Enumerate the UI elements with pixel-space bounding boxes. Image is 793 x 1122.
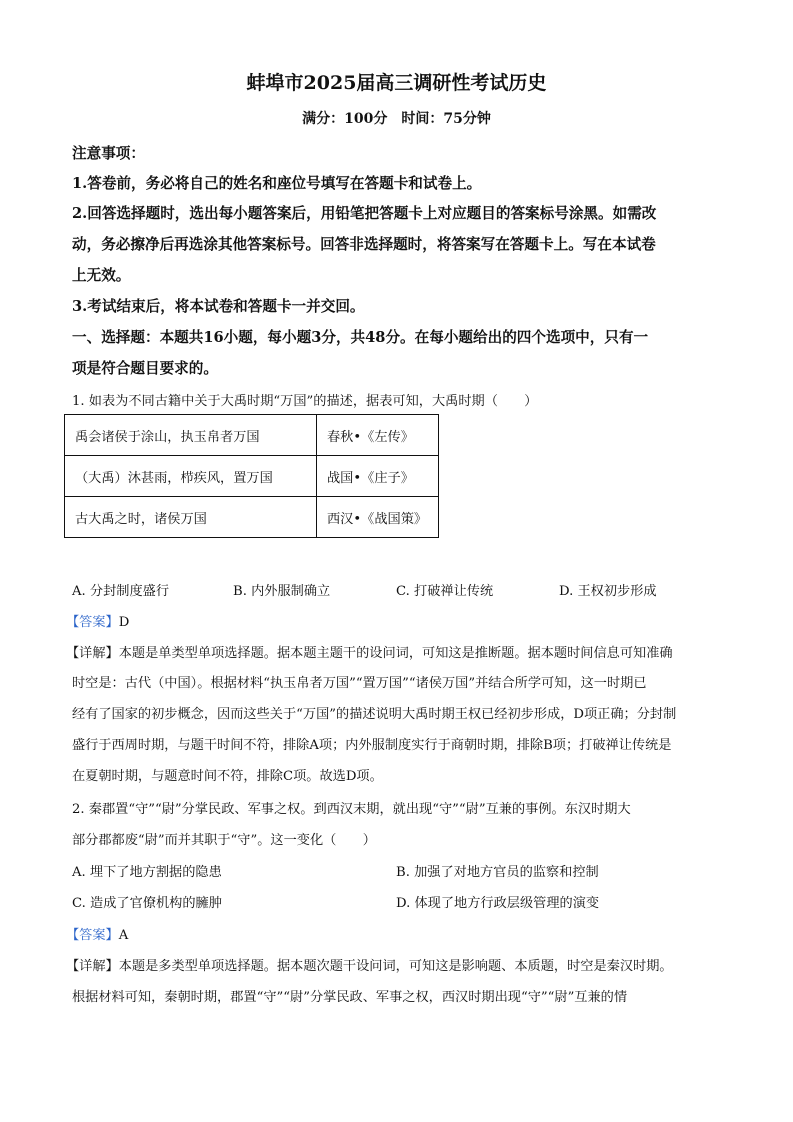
q1-answer <box>66 611 129 630</box>
q1-detail-line-1: 【详解】本题是单类型单项选择题。据本题主题干的设问词，可知这是推断题。据本题时间信息可知准确 <box>66 646 673 661</box>
notice-item-3: 3.考试结束后，将本试卷和答题卡一并交回。 <box>72 298 365 315</box>
section-1-line-1: 一、选择题：本题共16小题，每小题3分，共48分。在每小题给出的四个选项中，只有一 <box>72 329 649 346</box>
q2-stem-line-1: 2. 秦郡置“守”“尉”分掌民政、军事之权。到西汉末期，就出现“守”“尉”互兼的事例。东汉时期大 <box>72 802 631 817</box>
q1-option-a: A. 分封制度盛行 <box>72 584 170 599</box>
notice-item-2-line-1: 2.回答选择题时，选出每小题答案后，用铅笔把答题卡上对应题目的答案标号涂黑。如需改 <box>72 205 657 222</box>
table-cell: 战国•《庄子》 <box>317 456 439 497</box>
answer-value: D <box>118 615 130 630</box>
answer-value: A <box>118 928 129 943</box>
q2-detail-line-2: 根据材料可知，秦朝时期，郡置“守”“尉”分掌民政、军事之权，西汉时期出现“守”“尉”互兼的情 <box>72 990 628 1005</box>
q1-detail-line-5: 在夏朝时期，与题意时间不符，排除C项。故选D项。 <box>72 769 383 784</box>
table-cell: 西汉•《战国策》 <box>317 497 439 538</box>
q1-detail-line-3: 经有了国家的初步概念，因而这些关于“万国”的描述说明大禹时期王权已经初步形成，D项正确；分封制 <box>72 707 677 722</box>
notice-item-2-line-3: 上无效。 <box>72 267 131 284</box>
q2-option-d: D. 体现了地方行政层级管理的演变 <box>396 896 600 911</box>
q1-detail-line-4: 盛行于西周时期，与题干时间不符，排除A项；内外服制度实行于商朝时期，排除B项；打破禅让传统是 <box>72 738 672 753</box>
q2-option-b: B. 加强了对地方官员的监察和控制 <box>396 865 599 880</box>
answer-label: 【答案】 <box>66 928 119 943</box>
answer-label: 【答案】 <box>66 615 119 630</box>
table-cell: （大禹）沐甚雨，栉疾风，置万国 <box>65 456 317 497</box>
q2-option-c: C. 造成了官僚机构的臃肿 <box>72 896 222 911</box>
detail-label: 【详解】 <box>66 959 119 974</box>
q1-table <box>64 414 439 538</box>
table-cell: 古大禹之时，诸侯万国 <box>65 497 317 538</box>
q2-option-a: A. 埋下了地方割据的隐患 <box>72 865 222 880</box>
notice-item-2-line-2: 动，务必擦净后再选涂其他答案标号。回答非选择题时，将答案写在答题卡上。写在本试卷 <box>72 236 656 253</box>
section-1-line-2: 项是符合题目要求的。 <box>72 360 218 377</box>
q2-detail-line-1: 【详解】本题是多类型单项选择题。据本题次题干设问词，可知这是影响题、本质题，时空是秦汉时期。 <box>66 959 673 974</box>
notice-heading: 注意事项： <box>72 145 145 162</box>
table-row <box>65 456 439 497</box>
exam-score-time: 满分：100分 时间：75分钟 <box>302 111 491 127</box>
notice-item-1: 1.答卷前，务必将自己的姓名和座位号填写在答题卡和试卷上。 <box>72 175 482 192</box>
q1-detail-line-2: 时空是：古代（中国）。根据材料“执玉帛者万国”“置万国”“诸侯万国”并结合所学可知，这一时期已 <box>72 676 647 691</box>
table-row <box>65 415 439 456</box>
q1-option-b: B. 内外服制确立 <box>233 584 331 599</box>
q2-stem-line-2: 部分郡都废“尉”而并其职于“守”。这一变化（ ） <box>72 833 376 848</box>
table-row <box>65 497 439 538</box>
q1-stem: 1. 如表为不同古籍中关于大禹时期“万国”的描述，据表可知，大禹时期（ ） <box>72 394 538 409</box>
q1-option-d: D. 王权初步形成 <box>559 584 657 599</box>
page-title: 蚌埠市2025届高三调研性考试历史 <box>246 72 547 94</box>
q1-option-c: C. 打破禅让传统 <box>396 584 494 599</box>
q2-answer <box>66 924 128 943</box>
detail-label: 【详解】 <box>66 646 119 661</box>
table-cell: 禹会诸侯于涂山，执玉帛者万国 <box>65 415 317 456</box>
table-cell: 春秋•《左传》 <box>317 415 439 456</box>
